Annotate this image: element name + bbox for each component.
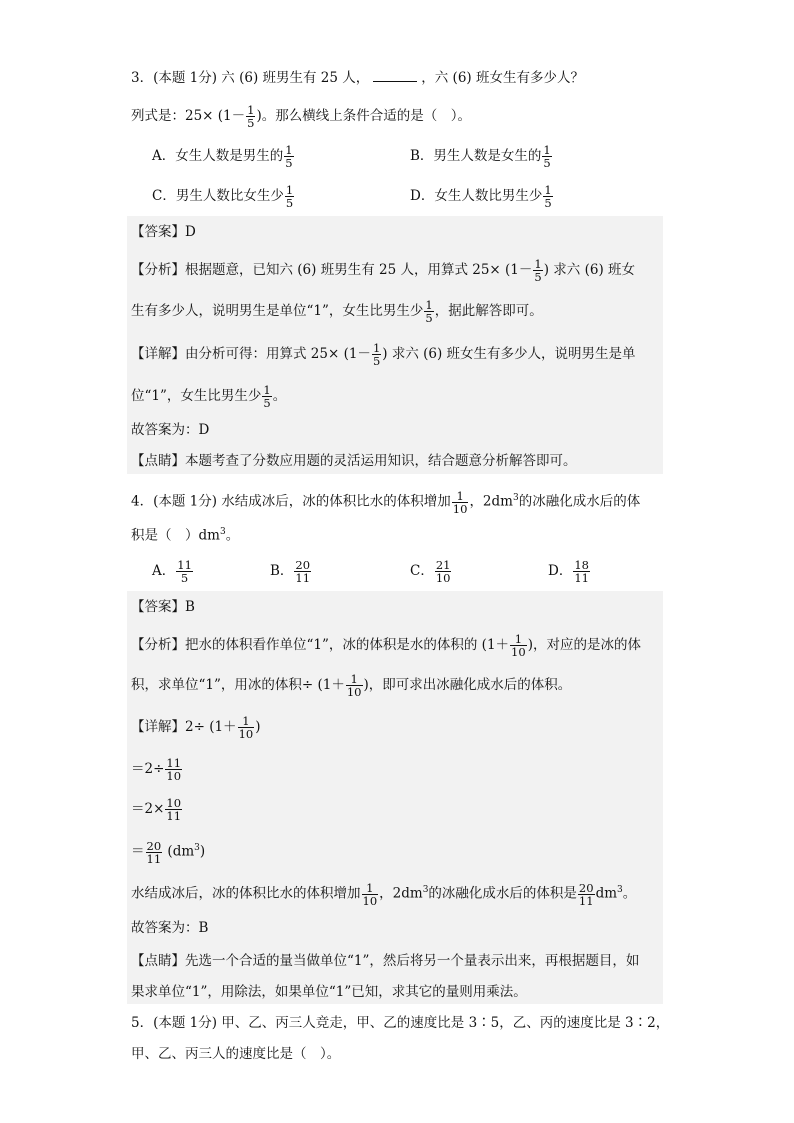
fraction: $\frac{1}{5}$ xyxy=(425,298,433,325)
fraction: $\frac{1}{10}$ xyxy=(238,714,254,741)
fraction: $\frac{21}{10}$ xyxy=(435,558,451,585)
fraction: $\frac{1}{5}$ xyxy=(534,257,542,284)
fraction: $\frac{11}{5}$ xyxy=(177,558,192,585)
fraction: $\frac{1}{5}$ xyxy=(372,341,381,368)
q3-stem-line2: 列式是：25× (1－ $\frac{1}{5}$ )。那么横线上条件合适的是（ ）。 xyxy=(131,103,471,130)
q4-option-a[interactable]: A． $\frac{11}{5}$ xyxy=(152,558,192,585)
q3-option-c[interactable]: C．男生人数比女生少 $\frac{1}{5}$ xyxy=(152,183,294,210)
q4-option-d[interactable]: D． $\frac{18}{11}$ xyxy=(548,558,589,585)
q4-stem-line2: 积是（ ）$dm^3$。 xyxy=(131,527,240,544)
fraction: $\frac{18}{11}$ xyxy=(574,558,589,585)
fraction: $\frac{10}{11}$ xyxy=(166,796,182,823)
fraction: $\frac{1}{5}$ xyxy=(544,183,552,210)
fraction: $\frac{1}{10}$ xyxy=(511,632,526,659)
fraction: $\frac{20}{11}$ xyxy=(146,838,162,866)
q4-step3: ＝ $\frac{20}{11}$ $(dm^3)$ xyxy=(131,838,206,866)
q3-analysis-line2: 生有多少人，说明男生是单位“1”，女生比男生少 $\frac{1}{5}$ ，据此解答即可。 xyxy=(131,298,543,325)
q4-answer: 【答案】B xyxy=(131,599,195,615)
q5-stem-line1: 5．(本题 1分) 甲、乙、丙三人竞走，甲、乙的速度比是 3∶5，乙、丙的速度比是 3∶2， xyxy=(131,1015,670,1031)
fraction: $\frac{20}{11}$ xyxy=(578,880,594,908)
fraction: $\frac{1}{5}$ xyxy=(285,183,294,210)
q3-answer: 【答案】D xyxy=(131,224,196,240)
fraction: $\frac{1}{10}$ xyxy=(362,880,378,908)
q3-final-answer: 故答案为：D xyxy=(131,422,210,438)
q3-detail-line1: 【详解】由分析可得：用算式 25× (1－ $\frac{1}{5}$ ) 求六 (6) 班女生有多少人，说明男生是单 xyxy=(131,341,636,368)
q4-detail-line1: 【详解】2÷ (1＋ $\frac{1}{10}$ ) xyxy=(131,714,261,741)
q3-blank xyxy=(373,67,417,82)
q4-analysis-line1: 【分析】把水的体积看作单位“1”，冰的体积是水的体积的 (1＋ $\frac{1}{10}$ )，对应的是冰的体 xyxy=(131,632,641,659)
q3-comment: 【点睛】本题考查了分数应用题的灵活运用知识，结合题意分析解答即可。 xyxy=(131,453,577,469)
q3-analysis-line1: 【分析】根据题意，已知六 (6) 班男生有 25 人，用算式 25× (1－ $\frac{1}{5}$ ) 求六 (6) 班女 xyxy=(131,257,635,284)
q4-comment-line2: 果求单位“1”，用除法，如果单位“1”已知，求其它的量则用乘法。 xyxy=(131,984,527,1000)
fraction: $\frac{1}{5}$ xyxy=(263,383,271,410)
q3-option-d[interactable]: D．女生人数比男生少 $\frac{1}{5}$ xyxy=(410,183,552,210)
q3-stem-line1: 3．(本题 1分) 六 (6) 班男生有 25 人， ，六 (6) 班女生有多少人？ xyxy=(131,67,584,88)
q4-option-c[interactable]: C． $\frac{21}{10}$ xyxy=(410,558,451,585)
q4-step1: ＝2÷ $\frac{11}{10}$ xyxy=(131,756,182,783)
fraction: $\frac{1}{10}$ xyxy=(346,672,362,699)
fraction: $\frac{11}{10}$ xyxy=(166,756,182,783)
q4-final-answer: 故答案为：B xyxy=(131,920,209,936)
q4-step2: ＝2× $\frac{10}{11}$ xyxy=(131,796,182,823)
fraction: $\frac{1}{5}$ xyxy=(285,143,293,170)
q4-summary: 水结成冰后，冰的体积比水的体积增加 $\frac{1}{10}$ ，$2dm^3$的冰融化成水后的体积是 $\frac{20}{11}$ $dm^3$。 xyxy=(131,880,637,908)
q3-option-a[interactable]: A．女生人数是男生的 $\frac{1}{5}$ xyxy=(152,143,293,170)
fraction: $\frac{1}{5}$ xyxy=(247,103,255,130)
q4-comment-line1: 【点睛】先选一个合适的量当做单位“1”，然后将另一个量表示出来，再根据题目，如 xyxy=(131,953,640,969)
fraction: $\frac{20}{11}$ xyxy=(295,558,311,585)
q4-option-b[interactable]: B． $\frac{20}{11}$ xyxy=(270,558,311,585)
fraction: $\frac{1}{5}$ xyxy=(543,143,551,170)
q3-detail-line2: 位“1”，女生比男生少 $\frac{1}{5}$ 。 xyxy=(131,383,287,410)
q4-analysis-line2: 积，求单位“1”，用冰的体积÷ (1＋ $\frac{1}{10}$ )，即可求出冰融化成水后的体积。 xyxy=(131,672,572,699)
fraction: $\frac{1}{10}$ xyxy=(452,488,468,516)
q3-option-b[interactable]: B．男生人数是女生的 $\frac{1}{5}$ xyxy=(410,143,551,170)
q4-stem-line1: 4．(本题 1分) 水结成冰后，冰的体积比水的体积增加 $\frac{1}{10}$ ，$2dm^3$的冰融化成水后的体 xyxy=(131,488,641,516)
q5-stem-line2: 甲、乙、丙三人的速度比是（ ）。 xyxy=(131,1046,341,1062)
